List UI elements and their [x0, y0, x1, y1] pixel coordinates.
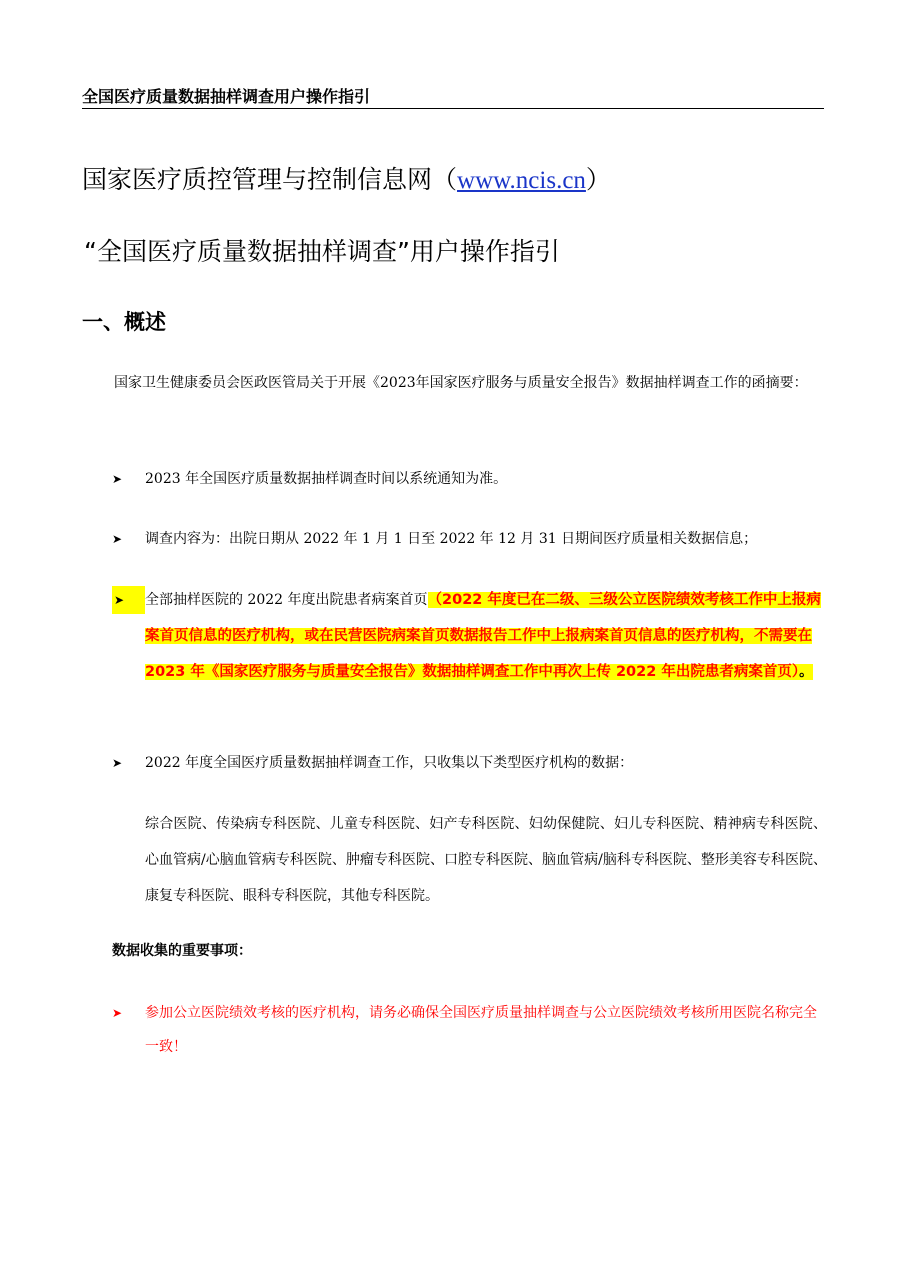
intro-text: 国家卫生健康委员会医政医管局关于开展《2023年国家医疗服务与质量安全报告》数据抽样调查工作的函摘要：: [114, 375, 808, 391]
title-suffix: ）: [585, 165, 611, 194]
header-divider: [82, 108, 824, 109]
title-prefix: 国家医疗质控管理与控制信息网（: [82, 165, 458, 194]
document-title-line-1: [82, 160, 611, 196]
arrowhead-bullet-icon: ➤: [112, 756, 123, 770]
exemption-note: （2022 年度已在二级、三级公立医院绩效考核工作中上报病案首页信息的医疗机构，或在民营医院病案首页数据报告工作中上报病案首页信息的医疗机构，不需要在 2023 年《国家医疗服务与质量安全报告》数据抽样调查工作中再次上传 2022 年出院患者病案首页）: [145, 592, 821, 680]
bullet-text: 调查内容为：出院日期从 2022 年 1 月 1 日至 2022 年 12 月 31 日期间医疗质量相关数据信息；: [145, 531, 758, 547]
bullet-text: 2023 年全国医疗质量数据抽样调查时间以系统通知为准。: [145, 471, 508, 487]
arrowhead-bullet-icon: ➤: [112, 1006, 123, 1020]
intro-paragraph: [82, 368, 827, 398]
highlighted-bullet-text: [145, 582, 826, 690]
highlight-marker: [112, 586, 145, 614]
bullet-text: 2022 年度全国医疗质量数据抽样调查工作，只收集以下类型医疗机构的数据：: [145, 755, 634, 771]
arrowhead-bullet-icon: ➤: [112, 532, 123, 546]
important-notes-title: 数据收集的重要事项：: [112, 943, 252, 959]
running-header: 全国医疗质量数据抽样调查用户操作指引: [82, 87, 371, 106]
ncis-link[interactable]: www.ncis.cn: [457, 167, 586, 194]
important-bullet-text: 参加公立医院绩效考核的医疗机构，请务必确保全国医疗质量抽样调查与公立医院绩效考核所用医院名称完全一致！: [145, 1005, 817, 1055]
bullet-plain-text: 全部抽样医院的 2022 年度出院患者病案首页: [145, 592, 428, 608]
arrowhead-bullet-icon: ➤: [114, 593, 125, 607]
bullet-end-mark: 。: [799, 664, 814, 680]
section-heading-overview: 一、概述: [82, 310, 166, 334]
hospital-types-paragraph: 综合医院、传染病专科医院、儿童专科医院、妇产专科医院、妇幼保健院、妇儿专科医院、精神病专科医院、心血管病/心脑血管病专科医院、肿瘤专科医院、口腔专科医院、脑血管病/脑科专科医院、整形美容专科医院、康复专科医院、眼科专科医院，其他专科医院。: [145, 816, 827, 904]
document-title-line-2: “全国医疗质量数据抽样调查”用户操作指引: [84, 237, 560, 266]
arrowhead-bullet-icon: ➤: [112, 472, 123, 486]
